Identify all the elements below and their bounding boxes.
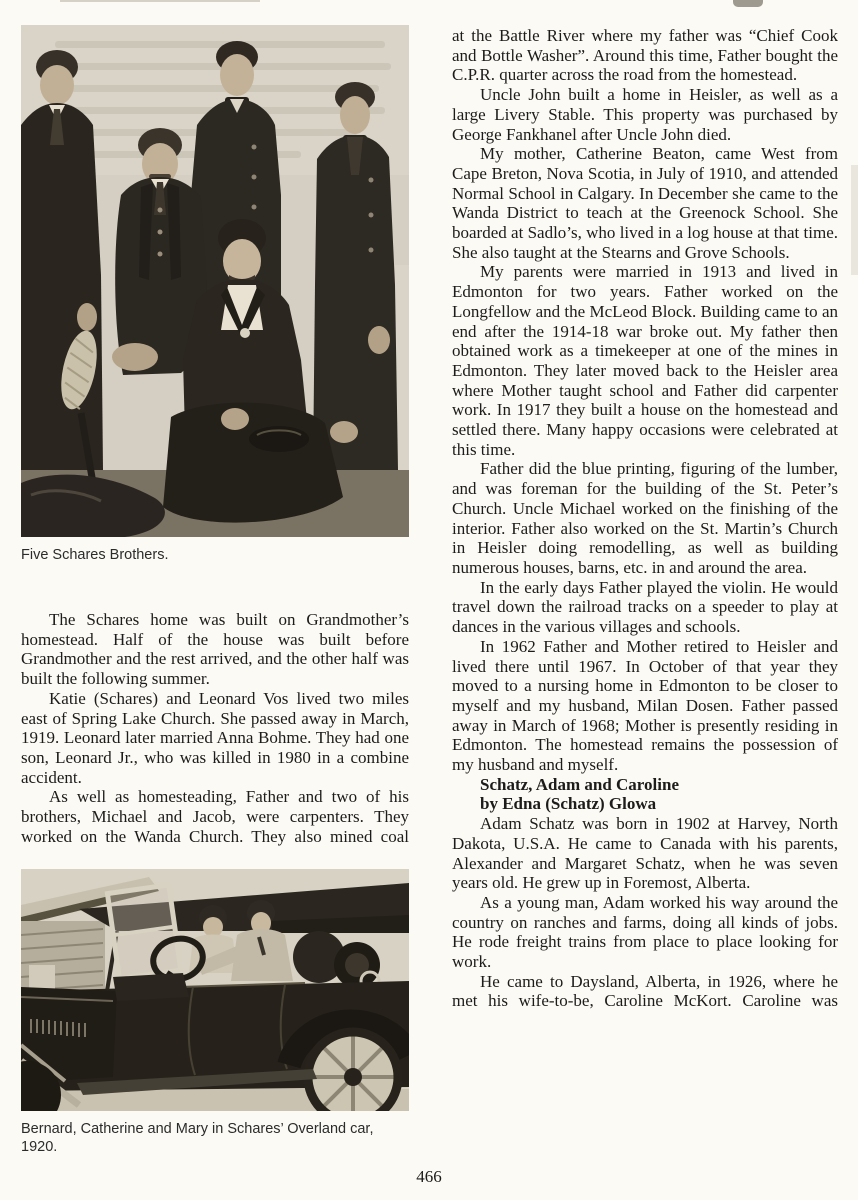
- body-paragraph: The Schares home was built on Grandmother’s homestead. Half of the house was built before Grandmother and the rest arrived, and the other half was built the following summer.: [21, 610, 409, 689]
- page-number: 466: [416, 1167, 442, 1186]
- section-byline: by Edna (Schatz) Glowa: [480, 794, 657, 814]
- schares-brothers-photo: [21, 25, 409, 537]
- scan-artifact: [733, 0, 763, 7]
- right-column: [452, 26, 838, 1011]
- body-paragraph: Katie (Schares) and Leonard Vos lived two miles east of Spring Lake Church. She passed away in March, 1919. Leonard later married Anna Bohme. They had one son, Leonard Jr., who was killed in 1980 in a combine accident.: [21, 688, 409, 787]
- body-paragraph: In 1962 Father and Mother retired to Heisler and lived there until 1967. In October of that year they moved to a nursing home in Edmonton to be closer to myself and my husband, Milan Dosen. Father passed away in March of 1968; Mother is presently residing in Edmonton. The homestead remains the possession of my husband and myself.: [452, 636, 838, 775]
- scan-artifact: [60, 0, 260, 2]
- body-paragraph: My mother, Catherine Beaton, came West from Cape Breton, Nova Scotia, in July of 1910, and attended Normal School in Calgary. In December she came to the Wanda District to teach at the Greenock School. She boarded at Sadlo’s, who lived in a log house at that time. She also taught at the Stearns and Grove Schools.: [452, 144, 838, 262]
- windshield: [107, 885, 180, 979]
- rear-wheel: [308, 1032, 398, 1111]
- left-text-block: [21, 610, 409, 846]
- section-heading: Schatz, Adam and Caroline: [480, 774, 679, 794]
- body-paragraph: Adam Schatz was born in 1902 at Harvey, North Dakota, U.S.A. He came to Canada with his parents, Alexander and Margaret Schatz, when he was seven years old. He grew up in Foremost, Alberta.: [452, 814, 838, 893]
- left-column: [21, 25, 409, 1156]
- body-paragraph: In the early days Father played the violin. He would travel down the railroad tracks on a speeder to play at dances in the various villages and schools.: [452, 577, 838, 637]
- photo1-caption: Five Schares Brothers.: [21, 547, 169, 563]
- body-paragraph: My parents were married in 1913 and lived in Edmonton for two years. Father worked on the Longfellow and the McLeod Block. Building came to an end after the 1914-18 war broke out. My father then obtained work as a timekeeper at one of the mines in Edmonton. They later moved back to the Heisler area where Mother taught school and Father did carpenter work. In 1917 they built a house on the homestead and settled there. Many happy occasions were celebrated at this time.: [452, 262, 838, 459]
- scan-artifact: [851, 165, 858, 275]
- photo2-caption: Bernard, Catherine and Mary in Schares’ Overland car, 1920.: [21, 1121, 374, 1156]
- body-paragraph: at the Battle River where my father was “Chief Cook and Bottle Washer”. Around this time, Father bought the C.P.R. quarter across the road from the homestead.: [452, 26, 838, 85]
- overland-car-photo: [21, 869, 409, 1111]
- body-paragraph: As well as homesteading, Father and two of his brothers, Michael and Jacob, were carpenters. They worked on the Wanda Church. They also mined coal: [21, 787, 409, 846]
- body-paragraph: As a young man, Adam worked his way around the country on ranches and farms, doing all kinds of jobs. He rode freight trains from place to place looking for work.: [452, 892, 838, 972]
- body-paragraph: Uncle John built a home in Heisler, as well as a large Livery Stable. This property was purchased by George Fankhanel after Uncle John died.: [452, 85, 838, 144]
- body-paragraph: He came to Daysland, Alberta, in 1926, where he met his wife-to-be, Caroline McKort. Caroline was: [452, 971, 838, 1011]
- body-paragraph: Father did the blue printing, figuring of the lumber, and was foreman for the building of the St. Peter’s Church. Uncle Michael worked on the finishing of the interior. Father also worked on the St. Martin’s Church in Heisler doing remodelling, as well as building numerous houses, barns, etc. in and around the area.: [452, 459, 838, 577]
